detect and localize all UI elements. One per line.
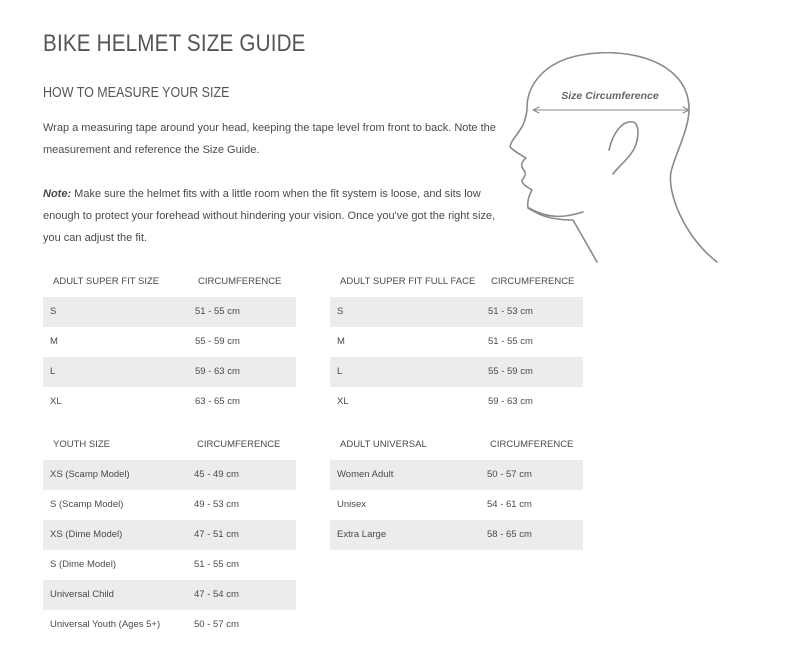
table-row bbox=[43, 490, 296, 520]
section-heading: HOW TO MEASURE YOUR SIZE bbox=[43, 85, 230, 101]
circumference-cell: 54 - 61 cm bbox=[487, 499, 532, 510]
table-row bbox=[43, 460, 296, 490]
table-row bbox=[43, 327, 296, 357]
table-row bbox=[43, 550, 296, 580]
page-title: BIKE HELMET SIZE GUIDE bbox=[43, 30, 306, 57]
table-row bbox=[330, 357, 583, 387]
size-cell: XS (Dime Model) bbox=[50, 529, 123, 540]
size-cell: Unisex bbox=[337, 499, 367, 510]
table-row bbox=[330, 490, 583, 520]
circumference-column-header: CIRCUMFERENCE bbox=[490, 439, 574, 450]
table-row bbox=[330, 460, 583, 490]
adult-universal-table bbox=[330, 430, 583, 550]
circumference-cell: 51 - 55 cm bbox=[488, 336, 533, 347]
adult-super-fit-full-face-table bbox=[330, 267, 583, 417]
youth-size-table bbox=[43, 430, 296, 640]
circumference-cell: 47 - 51 cm bbox=[194, 529, 239, 540]
size-cell: S (Scamp Model) bbox=[50, 499, 124, 510]
table-row bbox=[43, 580, 296, 610]
circumference-column-header: CIRCUMFERENCE bbox=[197, 439, 281, 450]
size-cell: M bbox=[50, 336, 58, 347]
table-row bbox=[330, 520, 583, 550]
circumference-cell: 47 - 54 cm bbox=[194, 589, 239, 600]
circumference-cell: 58 - 65 cm bbox=[487, 529, 532, 540]
circumference-cell: 50 - 57 cm bbox=[487, 469, 532, 480]
table-row bbox=[43, 387, 296, 417]
table-header bbox=[330, 430, 583, 460]
table-row bbox=[330, 387, 583, 417]
size-column-header: YOUTH SIZE bbox=[53, 439, 111, 450]
table-row bbox=[43, 520, 296, 550]
circumference-cell: 45 - 49 cm bbox=[194, 469, 239, 480]
table-row bbox=[330, 327, 583, 357]
table-header bbox=[43, 430, 296, 460]
circumference-column-header: CIRCUMFERENCE bbox=[491, 276, 575, 287]
size-cell: S (Dime Model) bbox=[50, 559, 116, 570]
table-row bbox=[43, 297, 296, 327]
circumference-cell: 55 - 59 cm bbox=[488, 366, 533, 377]
circumference-cell: 55 - 59 cm bbox=[195, 336, 240, 347]
size-cell: L bbox=[50, 366, 56, 377]
size-column-header: ADULT SUPER FIT FULL FACE bbox=[340, 276, 476, 287]
size-circumference-label: Size Circumference bbox=[561, 90, 659, 102]
jaw-line bbox=[529, 208, 583, 216]
circumference-cell: 51 - 55 cm bbox=[195, 306, 240, 317]
note-paragraph bbox=[43, 183, 513, 249]
head-measurement-illustration bbox=[505, 52, 725, 266]
size-column-header: ADULT UNIVERSAL bbox=[340, 439, 427, 450]
circumference-column-header: CIRCUMFERENCE bbox=[198, 276, 282, 287]
table-header bbox=[43, 267, 296, 297]
size-cell: XL bbox=[337, 396, 349, 407]
table-row bbox=[330, 297, 583, 327]
head-outline bbox=[510, 53, 717, 262]
size-column-header: ADULT SUPER FIT SIZE bbox=[53, 276, 160, 287]
circumference-cell: 59 - 63 cm bbox=[488, 396, 533, 407]
circumference-cell: 51 - 55 cm bbox=[194, 559, 239, 570]
size-cell: Universal Child bbox=[50, 589, 114, 600]
size-cell: Universal Youth (Ages 5+) bbox=[50, 619, 161, 630]
adult-super-fit-table bbox=[43, 267, 296, 417]
size-cell: XL bbox=[50, 396, 62, 407]
circumference-cell: 51 - 53 cm bbox=[488, 306, 533, 317]
table-row bbox=[43, 610, 296, 640]
size-cell: L bbox=[337, 366, 343, 377]
ear-outline bbox=[609, 122, 638, 174]
size-cell: S bbox=[50, 306, 57, 317]
size-cell: XS (Scamp Model) bbox=[50, 469, 130, 480]
note-label: Note: bbox=[43, 188, 72, 200]
size-cell: Women Adult bbox=[337, 469, 394, 480]
size-cell: M bbox=[337, 336, 345, 347]
note-text: Make sure the helmet fits with a little room when the fit system is loose, and sits low enough to protect your forehead without hindering your vision. Once you've got the right size, you can adjust the fit. bbox=[43, 188, 496, 244]
circumference-cell: 59 - 63 cm bbox=[195, 366, 240, 377]
circumference-cell: 63 - 65 cm bbox=[195, 396, 240, 407]
circumference-cell: 50 - 57 cm bbox=[194, 619, 239, 630]
table-header bbox=[330, 267, 583, 297]
intro-paragraph: Wrap a measuring tape around your head, keeping the tape level from front to back. Note the measurement and reference the Size Guide. bbox=[43, 122, 496, 156]
size-cell: Extra Large bbox=[337, 529, 387, 540]
circumference-cell: 49 - 53 cm bbox=[194, 499, 239, 510]
size-cell: S bbox=[337, 306, 344, 317]
table-row bbox=[43, 357, 296, 387]
